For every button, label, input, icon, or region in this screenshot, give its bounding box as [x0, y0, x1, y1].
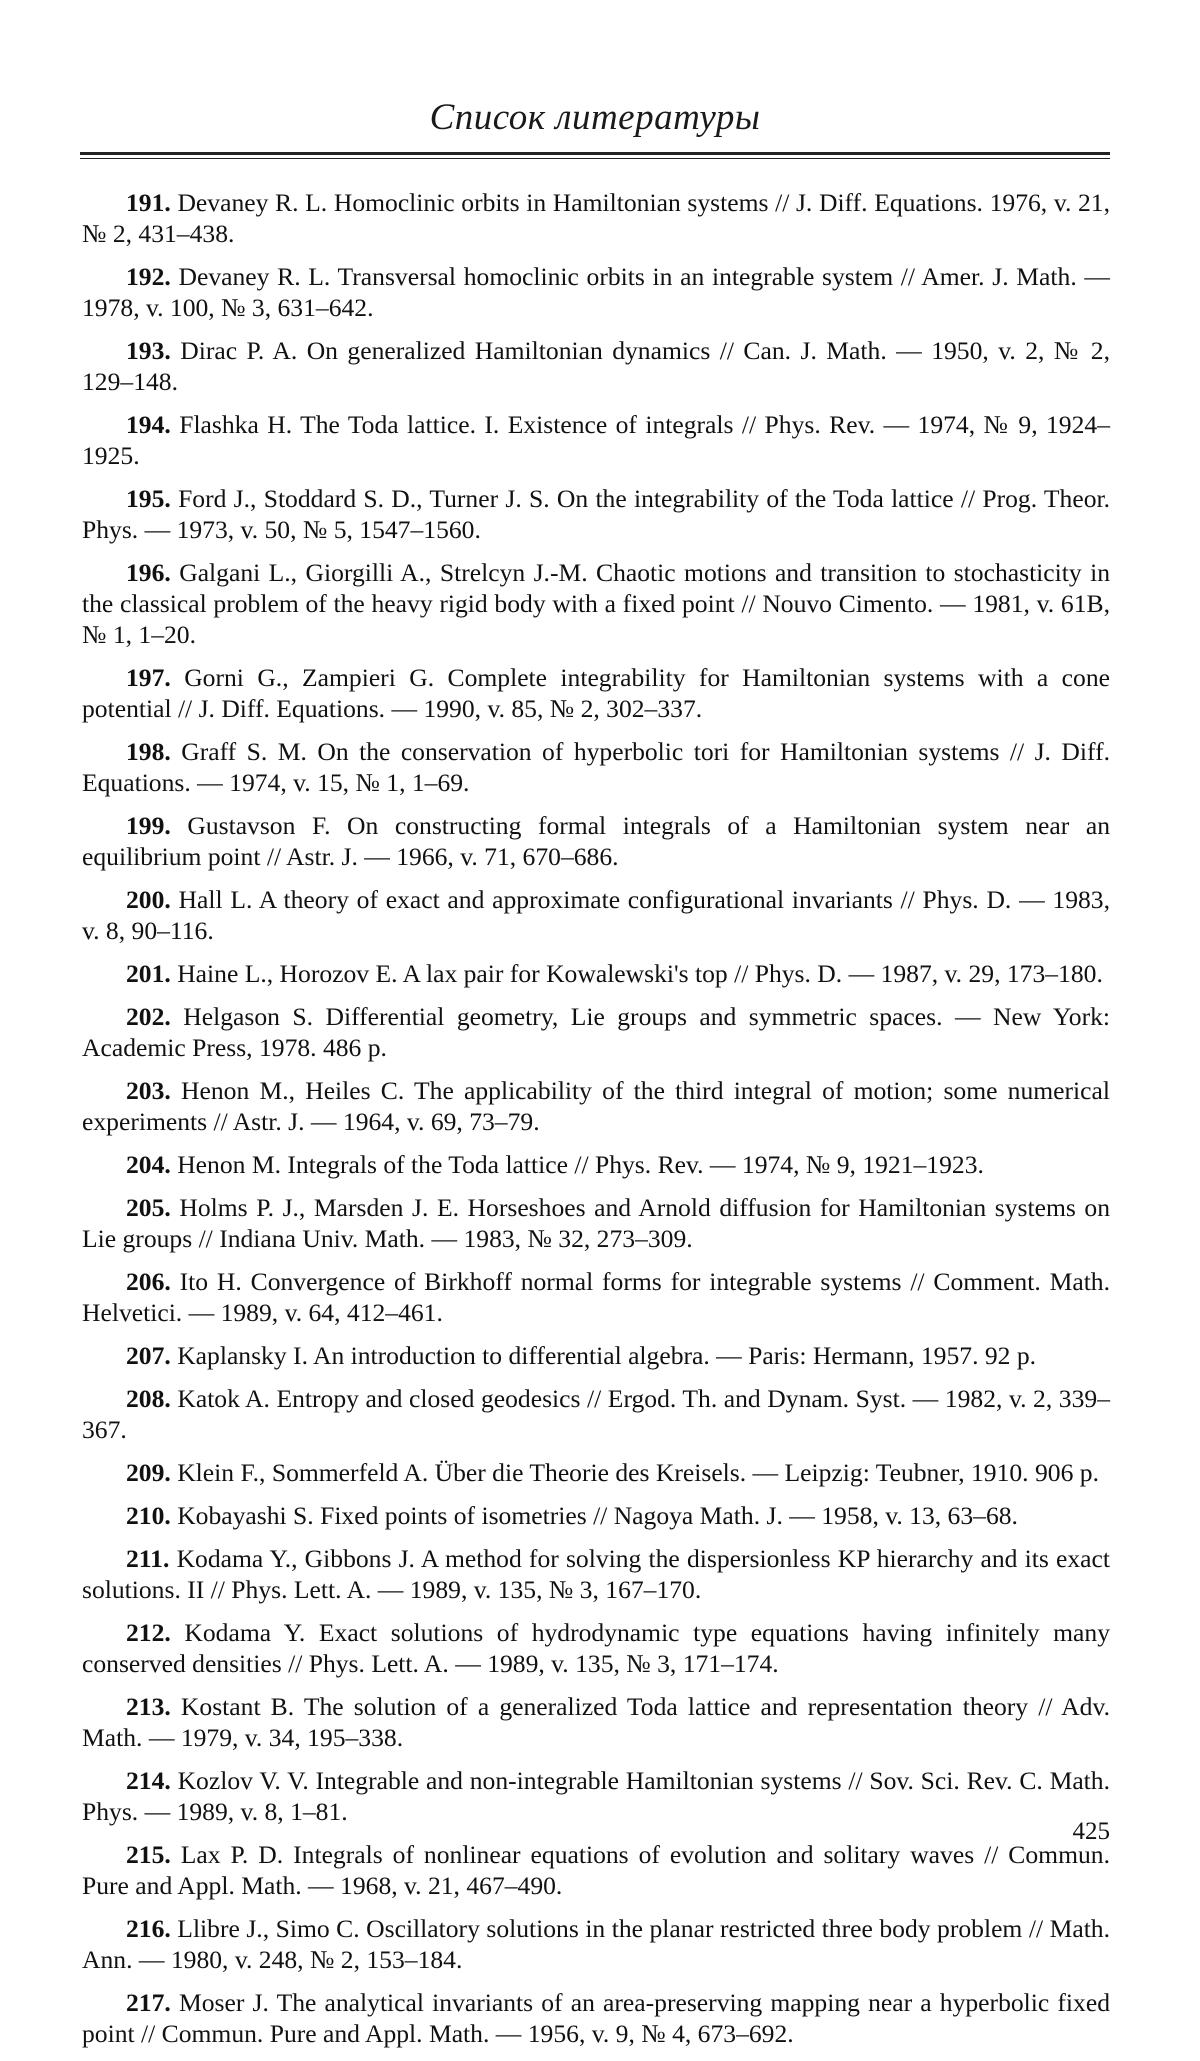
reference-number: 214.	[126, 1766, 171, 1795]
reference-text: Henon M. Integrals of the Toda lattice // Phys. Rev. — 1974, № 9, 1921–1923.	[170, 1150, 984, 1179]
reference-text: Kodama Y., Gibbons J. A method for solving the dispersionless KP hierarchy and its exact solutions. II // Phys. Lett. A. — 1989, v. 135, № 3, 167–170.	[82, 1544, 1110, 1604]
reference-entry	[82, 1192, 1110, 1254]
reference-entry	[82, 1691, 1110, 1753]
reference-entry	[82, 1765, 1110, 1827]
header-rule-thick	[80, 152, 1110, 155]
reference-number: 198.	[126, 737, 171, 766]
reference-number: 208.	[126, 1384, 171, 1413]
reference-entry	[82, 958, 1110, 989]
reference-number: 203.	[126, 1076, 171, 1105]
reference-text: Kostant B. The solution of a generalized Toda lattice and representation theory // Adv. Math. — 1979, v. 34, 195–338.	[82, 1692, 1110, 1752]
reference-number: 197.	[126, 663, 171, 692]
reference-number: 200.	[126, 885, 171, 914]
reference-number: 215.	[126, 1840, 171, 1869]
reference-entry	[82, 1500, 1110, 1531]
reference-entry	[82, 1987, 1110, 2049]
reference-number: 193.	[126, 336, 171, 365]
reference-entry	[82, 1340, 1110, 1371]
reference-text: Klein F., Sommerfeld A. Über die Theorie des Kreisels. — Leipzig: Teubner, 1910. 906 p.	[170, 1458, 1099, 1487]
reference-number: 206.	[126, 1267, 171, 1296]
reference-text: Dirac P. A. On generalized Hamiltonian dynamics // Can. J. Math. — 1950, v. 2, № 2, 129–148.	[82, 336, 1110, 396]
reference-number: 205.	[126, 1193, 171, 1222]
reference-number: 194.	[126, 410, 171, 439]
reference-entry	[82, 1149, 1110, 1180]
reference-number: 195.	[126, 484, 171, 513]
reference-entry	[82, 187, 1110, 249]
reference-number: 212.	[126, 1618, 171, 1647]
reference-entry	[82, 810, 1110, 872]
reference-text: Graff S. M. On the conservation of hyperbolic tori for Hamiltonian systems // J. Diff. Equations. — 1974, v. 15, № 1, 1–69.	[82, 737, 1110, 797]
reference-entry	[82, 1839, 1110, 1901]
page-number: 425	[1072, 1818, 1110, 1845]
reference-entry	[82, 1457, 1110, 1488]
reference-list	[82, 187, 1110, 2061]
running-header: Список литературы	[429, 97, 761, 138]
reference-text: Haine L., Horozov E. A lax pair for Kowalewski's top // Phys. D. — 1987, v. 29, 173–180.	[170, 959, 1103, 988]
reference-text: Henon M., Heiles C. The applicability of the third integral of motion; some numerical experiments // Astr. J. — 1964, v. 69, 73–79.	[82, 1076, 1110, 1136]
reference-number: 199.	[126, 811, 171, 840]
reference-number: 217.	[126, 1988, 171, 2017]
reference-text: Hall L. A theory of exact and approximate configurational invariants // Phys. D. — 1983, v. 8, 90–116.	[82, 885, 1110, 945]
reference-number: 216.	[126, 1914, 171, 1943]
reference-number: 209.	[126, 1458, 171, 1487]
reference-entry	[82, 409, 1110, 471]
reference-number: 201.	[126, 959, 171, 988]
reference-number: 202.	[126, 1002, 171, 1031]
reference-entry	[82, 1543, 1110, 1605]
reference-text: Devaney R. L. Transversal homoclinic orbits in an integrable system // Amer. J. Math. — 1978, v. 100, № 3, 631–642.	[82, 262, 1110, 322]
reference-text: Kodama Y. Exact solutions of hydrodynamic type equations having infinitely many conserved densities // Phys. Lett. A. — 1989, v. 135, № 3, 171–174.	[82, 1618, 1110, 1678]
reference-text: Ito H. Convergence of Birkhoff normal forms for integrable systems // Comment. Math. Helvetici. — 1989, v. 64, 412–461.	[82, 1267, 1110, 1327]
reference-entry	[82, 1266, 1110, 1328]
reference-number: 192.	[126, 262, 171, 291]
reference-text: Gustavson F. On constructing formal integrals of a Hamiltonian system near an equilibrium point // Astr. J. — 1966, v. 71, 670–686.	[82, 811, 1110, 871]
reference-entry	[82, 662, 1110, 724]
reference-entry	[82, 1075, 1110, 1137]
reference-text: Katok A. Entropy and closed geodesics // Ergod. Th. and Dynam. Syst. — 1982, v. 2, 339–367.	[82, 1384, 1110, 1444]
reference-text: Kaplansky I. An introduction to differential algebra. — Paris: Hermann, 1957. 92 p.	[170, 1341, 1037, 1370]
reference-text: Devaney R. L. Homoclinic orbits in Hamiltonian systems // J. Diff. Equations. 1976, v. 21, № 2, 431–438.	[82, 188, 1110, 248]
reference-text: Lax P. D. Integrals of nonlinear equations of evolution and solitary waves // Commun. Pure and Appl. Math. — 1968, v. 21, 467–490.	[82, 1840, 1110, 1900]
reference-text: Kobayashi S. Fixed points of isometries // Nagoya Math. J. — 1958, v. 13, 63–68.	[170, 1501, 1018, 1530]
reference-text: Kozlov V. V. Integrable and non-integrable Hamiltonian systems // Sov. Sci. Rev. C. Math. Phys. — 1989, v. 8, 1–81.	[82, 1766, 1110, 1826]
reference-text: Moser J. The analytical invariants of an area-preserving mapping near a hyperbolic fixed point // Commun. Pure and Appl. Math. — 1956, v. 9, № 4, 673–692.	[82, 1988, 1110, 2048]
reference-entry	[82, 884, 1110, 946]
reference-entry	[82, 1617, 1110, 1679]
reference-text: Llibre J., Simo C. Oscillatory solutions in the planar restricted three body problem // Math. Ann. — 1980, v. 248, № 2, 153–184.	[82, 1914, 1110, 1974]
reference-entry	[82, 1001, 1110, 1063]
reference-entry	[82, 1383, 1110, 1445]
reference-text: Ford J., Stoddard S. D., Turner J. S. On the integrability of the Toda lattice // Prog. Theor. Phys. — 1973, v. 50, № 5, 1547–1560.	[82, 484, 1110, 544]
reference-entry	[82, 557, 1110, 650]
reference-entry	[82, 335, 1110, 397]
header-rule-thin	[80, 158, 1110, 159]
reference-number: 196.	[126, 558, 171, 587]
reference-entry	[82, 261, 1110, 323]
reference-entry	[82, 736, 1110, 798]
reference-number: 211.	[126, 1544, 170, 1573]
reference-text: Gorni G., Zampieri G. Complete integrability for Hamiltonian systems with a cone potential // J. Diff. Equations. — 1990, v. 85, № 2, 302–337.	[82, 663, 1110, 723]
reference-number: 191.	[126, 188, 171, 217]
reference-number: 213.	[126, 1692, 171, 1721]
reference-number: 207.	[126, 1341, 171, 1370]
reference-text: Galgani L., Giorgilli A., Strelcyn J.-M. Chaotic motions and transition to stochasticity in the classical problem of the heavy rigid body with a fixed point // Nouvo Cimento. — 1981, v. 61B, № 1, 1–20.	[82, 558, 1110, 649]
reference-text: Holms P. J., Marsden J. E. Horseshoes and Arnold diffusion for Hamiltonian systems on Lie groups // Indiana Univ. Math. — 1983, № 32, 273–309.	[82, 1193, 1110, 1253]
reference-text: Helgason S. Differential geometry, Lie groups and symmetric spaces. — New York: Academic Press, 1978. 486 p.	[82, 1002, 1110, 1062]
reference-entry	[82, 483, 1110, 545]
reference-number: 210.	[126, 1501, 171, 1530]
reference-text: Flashka H. The Toda lattice. I. Existence of integrals // Phys. Rev. — 1974, № 9, 1924–1925.	[82, 410, 1110, 470]
reference-entry	[82, 1913, 1110, 1975]
reference-number: 204.	[126, 1150, 171, 1179]
